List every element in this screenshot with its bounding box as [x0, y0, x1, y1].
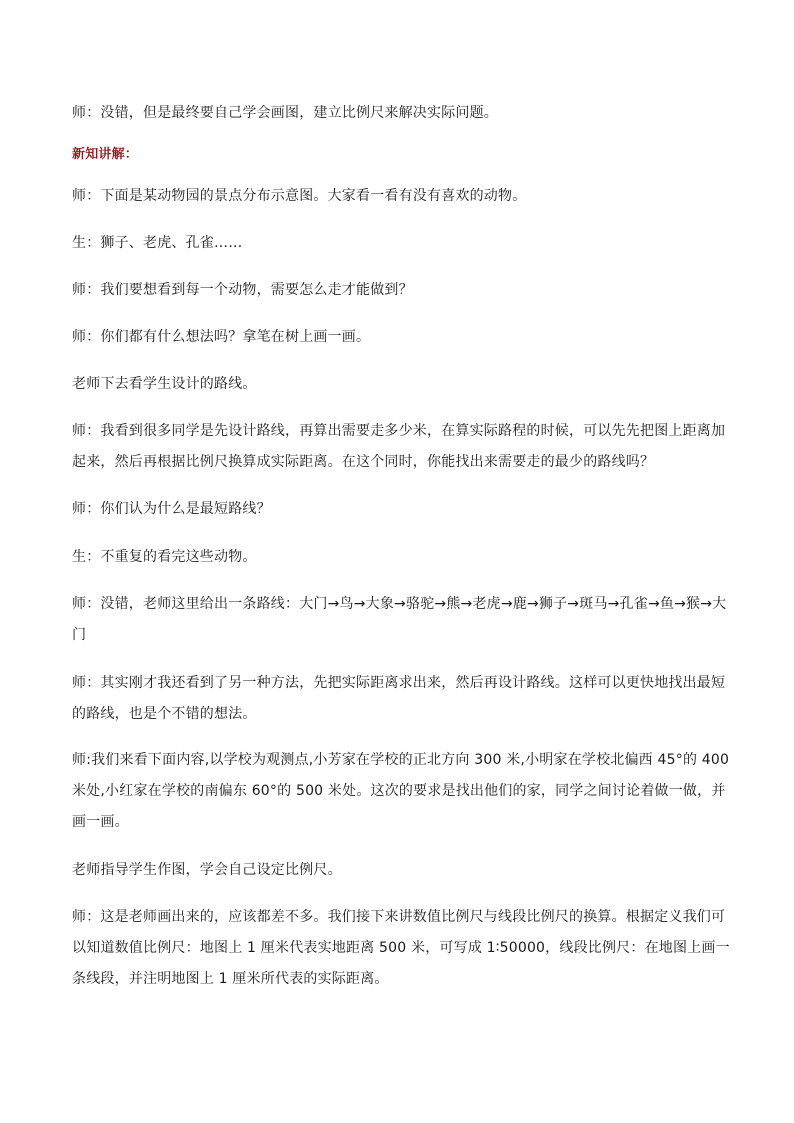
paragraph-teacher-guides: 老师指导学生作图，学会自己设定比例尺。 — [72, 862, 342, 878]
paragraph-scale-conversion: 师：这是老师画出来的，应该都差不多。我们接下来讲数值比例尺与线段比例尺的换算。根据定义我们可以知道数值比例尺：地图上 1 厘米代表实地距离 500 米，可写成 1∶50000，线段比例尺：在地图上画一条线段，并注明地图上 1 厘米所代表的实际距离。 — [72, 909, 730, 987]
paragraph-student-animals: 生：狮子、老虎、孔雀…… — [72, 235, 243, 251]
paragraph-draw-ideas: 师：你们都有什么想法吗？拿笔在树上画一画。 — [72, 329, 371, 345]
paragraph-no-repeat: 生：不重复的看完这些动物。 — [72, 549, 257, 565]
section-heading-new-knowledge: 新知讲解： — [72, 147, 139, 162]
paragraph-route-calculation: 师：我看到很多同学是先设计路线，再算出需要走多少米，在算实际路程的时候，可以先先把图上距离加起来，然后再根据比例尺换算成实际距离。在这个同时，你能找出来需要走的最少的路线吗？ — [72, 423, 726, 470]
paragraph-school-observation: 师:我们来看下面内容,以学校为观测点,小芳家在学校的正北方向 300 米,小明家在学校北偏西 45°的 400 米处,小红家在学校的南偏东 60°的 500 米处。这次的要求是找出他们的家，同学之间讨论着做一做，并画一画。 — [72, 752, 730, 830]
paragraph-zoo-map-intro: 师：下面是某动物园的景点分布示意图。大家看一看有没有喜欢的动物。 — [72, 188, 527, 204]
paragraph-teacher-checks: 老师下去看学生设计的路线。 — [72, 376, 257, 392]
paragraph-how-to-walk: 师：我们要想看到每一个动物，需要怎么走才能做到？ — [72, 282, 413, 298]
paragraph-teacher-draw-scale: 师：没错，但是最终要自己学会画图，建立比例尺来解决实际问题。 — [72, 105, 498, 121]
paragraph-route-given: 师：没错，老师这里给出一条路线：大门→鸟→大象→骆驼→熊→老虎→鹿→狮子→斑马→孔雀→鱼→猴→大门 — [72, 596, 727, 643]
paragraph-another-method: 师：其实刚才我还看到了另一种方法，先把实际距离求出来，然后再设计路线。这样可以更快地找出最短的路线，也是个不错的想法。 — [72, 675, 726, 722]
paragraph-shortest-route-question: 师：你们认为什么是最短路线？ — [72, 501, 271, 517]
